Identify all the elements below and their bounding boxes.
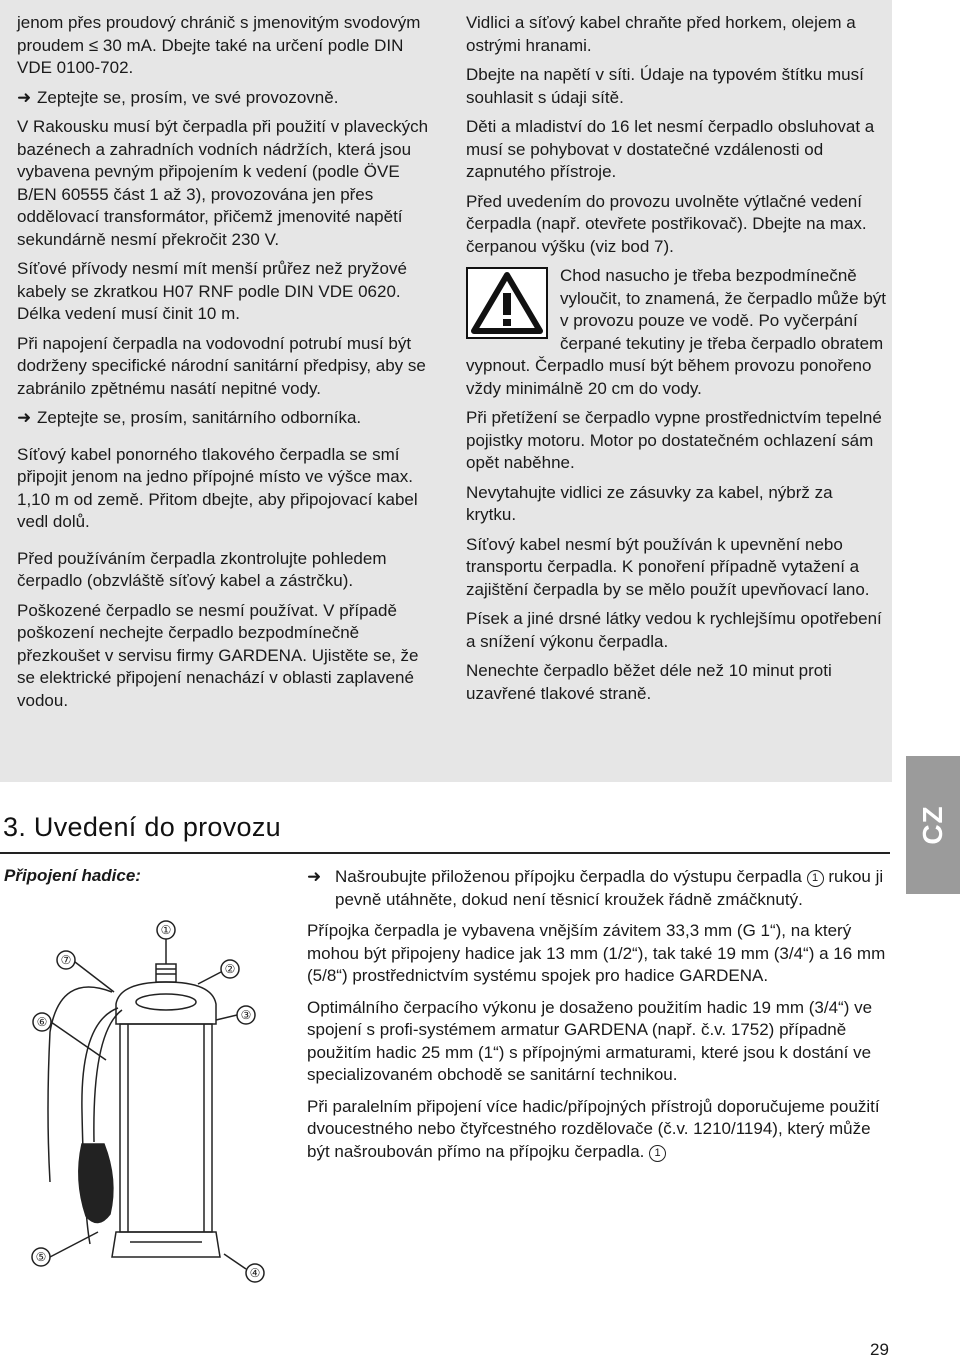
- paragraph: Nevytahujte vidlici ze zásuvky za kabel, nýbrž za krytku.: [466, 482, 833, 524]
- paragraph: Nenechte čerpadlo běžet déle než 10 minut proti uzavřené tlakové straně.: [466, 661, 832, 703]
- paragraph: Před používáním čerpadla zkontrolujte pohledem čerpadlo (obzvláště síťový kabel a zástrčku).: [17, 548, 387, 590]
- subheading-hose-connection: Připojení hadice:: [4, 866, 141, 885]
- paragraph: Při napojení čerpadla na vodovodní potrubí musí být dodrženy specifické národní sanitární předpisy, aby se zabránilo zpětnému nasátí nepitné vody.: [17, 333, 426, 398]
- paragraph: Dbejte na napětí v síti. Údaje na typovém štítku musí souhlasit s údaji sítě.: [466, 65, 864, 107]
- figure-label: ②: [224, 962, 236, 976]
- figure-label: ⑤: [35, 1250, 47, 1264]
- paragraph: Přípojka čerpadla je vybavena vnějším závitem 33,3 mm (G 1“), na který mohou být připojeny hadice jak 13 mm (1/2“), tak také 19 mm (3/4“) a 16 mm (5/8“) prostřednictvím systému spojek pro hadice GARDENA.: [307, 921, 886, 985]
- paragraph: Před uvedením do provozu uvolněte výtlačné vedení čerpadla (např. otevřete postřikovač). Dbejte na max. čerpanou výšku (viz bod 7).: [466, 191, 867, 256]
- paragraph: Optimálního čerpacího výkonu je dosaženo použitím hadic 19 mm (3/4“) ve spojení s profi-systémem armatur GARDENA (např. č.v. 1752) případně použitím hadic 25 mm (1“) s přípojnými armaturami, které jsou k dostání ve specializovaném obchodě se sanitární technikou.: [307, 997, 873, 1084]
- instructions-column: [307, 866, 887, 1172]
- paragraph: Při přetížení se čerpadlo vypne prostřednictvím tepelné pojistky motoru. Motor po dostatečném ochlazení sám opět naběhne.: [466, 408, 882, 472]
- section-title: 3. Uvedení do provozu: [3, 812, 281, 842]
- warning-text: Chod nasucho je třeba bezpodmínečně vyloučit, to znamená, že čerpadlo může být v provozu pouze ve vodě. Po vyčerpání čerpané tekutiny je třeba čerpadlo obratem vypnout. Čerpadlo musí být během provozu ponořeno vždy minimálně 20 cm do vody.: [466, 266, 886, 398]
- safety-left-column: [17, 12, 437, 719]
- arrow-step: [307, 866, 887, 911]
- pump-illustration: [20, 912, 280, 1292]
- paragraph: Síťové přívody nesmí mít menší průřez než pryžové kabely se zkratkou H07 RNF podle DIN VDE 0620. Délka vedení musí činit 10 m.: [17, 259, 407, 323]
- part-number-marker: 1: [807, 870, 824, 887]
- arrow-right-icon: ➜: [17, 408, 32, 427]
- figure-label: ④: [249, 1266, 261, 1280]
- figure-label: ①: [160, 923, 172, 937]
- part-number-marker: 1: [649, 1145, 666, 1162]
- arrow-note: [17, 87, 437, 110]
- language-tab-label: CZ: [917, 805, 948, 845]
- figure-label: ⑦: [60, 953, 72, 967]
- arrow-right-icon: ➜: [307, 867, 322, 886]
- paragraph: Vidlici a síťový kabel chraňte před horkem, olejem a ostrými hranami.: [466, 13, 856, 55]
- paragraph: Síťový kabel ponorného tlakového čerpadla se smí připojit jenom na jedno přípojné místo ve výšce max. 1,10 m od země. Přitom dbejte, aby připojovací kabel vedl dolů.: [17, 444, 418, 531]
- safety-right-column: [466, 12, 886, 712]
- paragraph-text: Při paralelním připojení více hadic/přípojných přístrojů doporučujeme použití dvoucestného nebo čtyřcestného rozdělovače (č.v. 1210/1194), který může být našroubován přímo na přípojku čerpadla.: [307, 1096, 880, 1161]
- section-divider: [0, 852, 890, 854]
- paragraph: Poškozené čerpadlo se nesmí používat. V případě poškození nechejte čerpadlo bezpodmínečně přezkoušet v servisu firmy GARDENA. Ujistěte se, že se elektrické připojení nenachází v oblasti zaplavené vodou.: [17, 600, 419, 710]
- paragraph: V Rakousku musí být čerpadla při použití v plaveckých bazénech a zahradních vodních nádržích, která jsou vybavena pevným připojením k vedení (podle ÖVE B/EN 60555 část 1 až 3), provozována jen přes oddělovací transformátor, přičemž jmenovité napětí sekundárně nesmí překročit 230 V.: [17, 117, 429, 249]
- paragraph: Děti a mladiství do 16 let nesmí čerpadlo obsluhovat a musí se pohybovat v dostatečné vzdálenosti od zapnutého přístroje.: [466, 117, 875, 181]
- paragraph: Písek a jiné drsné látky vedou k rychlejšímu opotřebení a snížení výkonu čerpadla.: [466, 609, 882, 651]
- warning-block: [466, 265, 886, 400]
- paragraph: Síťový kabel nesmí být používán k upevnění nebo transportu čerpadla. K ponoření případně vytažení a zajištění čerpadla by se mělo použít upevňovací lano.: [466, 534, 870, 599]
- arrow-note-text: Zeptejte se, prosím, sanitárního odborníka.: [37, 408, 362, 427]
- step-text: Našroubujte přiloženou přípojku čerpadla do výstupu čerpadla: [335, 867, 802, 886]
- figure-label: ③: [240, 1008, 252, 1022]
- arrow-note: [17, 407, 437, 430]
- paragraph: jenom přes proudový chránič s jmenovitým svodovým proudem ≤ 30 mA. Dbejte také na určení podle DIN VDE 0100-702.: [17, 13, 421, 77]
- paragraph: [307, 1096, 887, 1164]
- arrow-note-text: Zeptejte se, prosím, ve své provozovně.: [37, 87, 339, 107]
- figure-label: ⑥: [36, 1015, 48, 1029]
- page-number: 29: [870, 1340, 889, 1359]
- warning-triangle-icon: [466, 267, 548, 339]
- arrow-right-icon: ➜: [17, 87, 32, 107]
- step-text: rukou ji pevně utáhněte, dokud není těsnicí kroužek řádně zmáčknutý.: [335, 867, 884, 909]
- language-tab: [906, 756, 960, 894]
